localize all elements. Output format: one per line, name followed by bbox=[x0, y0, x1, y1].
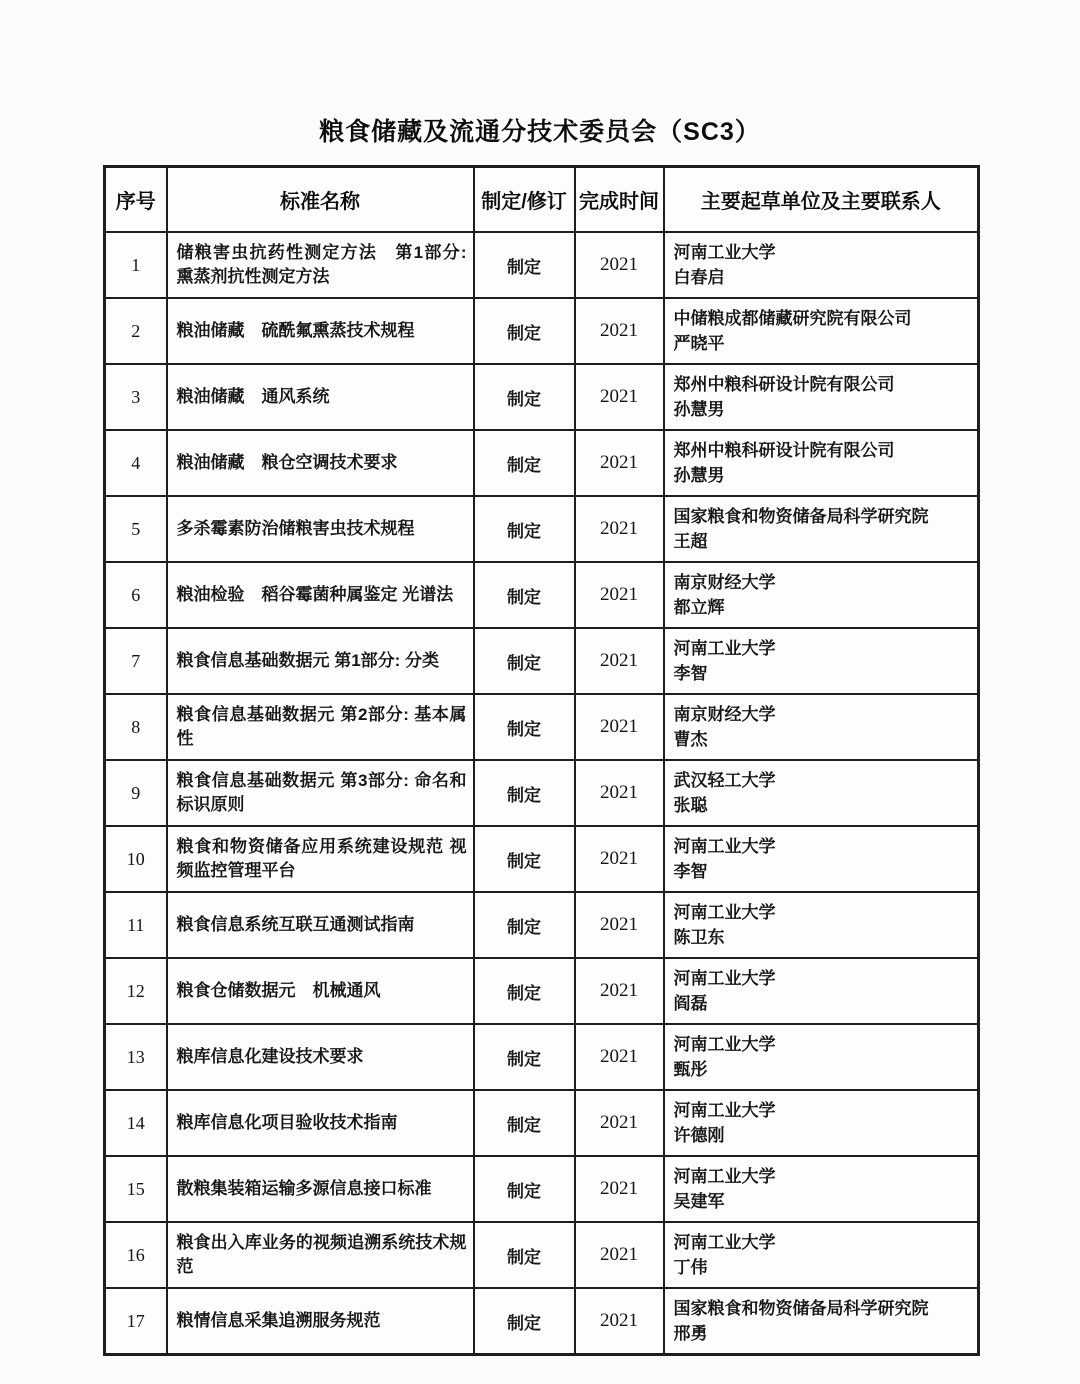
completion-year: 2021 bbox=[575, 694, 664, 760]
col-header-no: 序号 bbox=[105, 167, 167, 233]
action-type: 制定 bbox=[474, 892, 575, 958]
action-type: 制定 bbox=[474, 562, 575, 628]
completion-year: 2021 bbox=[575, 364, 664, 430]
org-name: 河南工业大学 bbox=[673, 969, 776, 988]
completion-year: 2021 bbox=[575, 958, 664, 1024]
row-number: 11 bbox=[105, 892, 167, 958]
table-row bbox=[105, 232, 979, 298]
contact-name: 李智 bbox=[673, 862, 708, 881]
org-name: 国家粮食和物资储备局科学研究院 bbox=[673, 1299, 929, 1318]
standard-name: 粮食信息系统互联互通测试指南 bbox=[167, 892, 474, 958]
contact-name: 孙慧男 bbox=[673, 466, 725, 485]
org-contact-cell bbox=[664, 364, 979, 430]
row-number: 8 bbox=[105, 694, 167, 760]
standard-name: 粮情信息采集追溯服务规范 bbox=[167, 1288, 474, 1355]
contact-name: 吴建军 bbox=[673, 1192, 725, 1211]
action-type: 制定 bbox=[474, 1288, 575, 1355]
action-type: 制定 bbox=[474, 1024, 575, 1090]
org-name: 武汉轻工大学 bbox=[673, 771, 776, 790]
org-name: 郑州中粮科研设计院有限公司 bbox=[673, 375, 895, 394]
completion-year: 2021 bbox=[575, 1090, 664, 1156]
table-row bbox=[105, 760, 979, 826]
org-contact-cell bbox=[664, 1222, 979, 1288]
standard-name: 粮油储藏 通风系统 bbox=[167, 364, 474, 430]
org-contact-cell bbox=[664, 298, 979, 364]
row-number: 4 bbox=[105, 430, 167, 496]
org-contact-cell bbox=[664, 1024, 979, 1090]
org-contact-cell bbox=[664, 628, 979, 694]
table-row bbox=[105, 1222, 979, 1288]
contact-name: 许德刚 bbox=[673, 1126, 725, 1145]
standard-name: 粮库信息化项目验收技术指南 bbox=[167, 1090, 474, 1156]
contact-name: 都立辉 bbox=[673, 598, 725, 617]
org-contact-cell bbox=[664, 232, 979, 298]
action-type: 制定 bbox=[474, 232, 575, 298]
table-row bbox=[105, 1024, 979, 1090]
org-name: 河南工业大学 bbox=[673, 837, 776, 856]
contact-name: 邢勇 bbox=[673, 1324, 708, 1343]
row-number: 5 bbox=[105, 496, 167, 562]
org-name: 南京财经大学 bbox=[673, 573, 776, 592]
org-contact-cell bbox=[664, 496, 979, 562]
contact-name: 孙慧男 bbox=[673, 400, 725, 419]
org-contact-cell bbox=[664, 694, 979, 760]
action-type: 制定 bbox=[474, 1090, 575, 1156]
table-row bbox=[105, 694, 979, 760]
completion-year: 2021 bbox=[575, 1024, 664, 1090]
org-name: 中储粮成都储藏研究院有限公司 bbox=[673, 309, 912, 328]
contact-name: 严晓平 bbox=[673, 334, 725, 353]
standard-name: 多杀霉素防治储粮害虫技术规程 bbox=[167, 496, 474, 562]
org-name: 河南工业大学 bbox=[673, 1233, 776, 1252]
contact-name: 曹杰 bbox=[673, 730, 708, 749]
contact-name: 陈卫东 bbox=[673, 928, 725, 947]
standard-name: 粮油储藏 粮仓空调技术要求 bbox=[167, 430, 474, 496]
action-type: 制定 bbox=[474, 958, 575, 1024]
completion-year: 2021 bbox=[575, 496, 664, 562]
completion-year: 2021 bbox=[575, 1156, 664, 1222]
completion-year: 2021 bbox=[575, 430, 664, 496]
org-name: 河南工业大学 bbox=[673, 1167, 776, 1186]
standard-name: 粮食和物资储备应用系统建设规范 视频监控管理平台 bbox=[167, 826, 474, 892]
standard-name: 粮食出入库业务的视频追溯系统技术规范 bbox=[167, 1222, 474, 1288]
org-contact-cell bbox=[664, 892, 979, 958]
completion-year: 2021 bbox=[575, 628, 664, 694]
standard-name: 粮食信息基础数据元 第2部分: 基本属性 bbox=[167, 694, 474, 760]
completion-year: 2021 bbox=[575, 1222, 664, 1288]
org-contact-cell bbox=[664, 826, 979, 892]
row-number: 13 bbox=[105, 1024, 167, 1090]
table-row bbox=[105, 364, 979, 430]
contact-name: 白春启 bbox=[673, 268, 725, 287]
contact-name: 王超 bbox=[673, 532, 708, 551]
standard-name: 粮食信息基础数据元 第3部分: 命名和标识原则 bbox=[167, 760, 474, 826]
org-contact-cell bbox=[664, 760, 979, 826]
standard-name: 粮食信息基础数据元 第1部分: 分类 bbox=[167, 628, 474, 694]
row-number: 12 bbox=[105, 958, 167, 1024]
col-header-org: 主要起草单位及主要联系人 bbox=[664, 167, 979, 233]
contact-name: 阎磊 bbox=[673, 994, 708, 1013]
table-row bbox=[105, 1288, 979, 1355]
row-number: 3 bbox=[105, 364, 167, 430]
table-row bbox=[105, 826, 979, 892]
table-row bbox=[105, 1090, 979, 1156]
org-name: 河南工业大学 bbox=[673, 1101, 776, 1120]
standard-name: 粮库信息化建设技术要求 bbox=[167, 1024, 474, 1090]
action-type: 制定 bbox=[474, 496, 575, 562]
table-row bbox=[105, 892, 979, 958]
contact-name: 李智 bbox=[673, 664, 708, 683]
row-number: 7 bbox=[105, 628, 167, 694]
org-name: 国家粮食和物资储备局科学研究院 bbox=[673, 507, 929, 526]
action-type: 制定 bbox=[474, 760, 575, 826]
org-contact-cell bbox=[664, 1288, 979, 1355]
page-title: 粮食储藏及流通分技术委员会（SC3） bbox=[319, 118, 761, 146]
org-contact-cell bbox=[664, 430, 979, 496]
org-contact-cell bbox=[664, 958, 979, 1024]
completion-year: 2021 bbox=[575, 232, 664, 298]
action-type: 制定 bbox=[474, 694, 575, 760]
completion-year: 2021 bbox=[575, 826, 664, 892]
row-number: 16 bbox=[105, 1222, 167, 1288]
org-name: 郑州中粮科研设计院有限公司 bbox=[673, 441, 895, 460]
col-header-action: 制定/修订 bbox=[474, 167, 575, 233]
contact-name: 甄彤 bbox=[673, 1060, 708, 1079]
org-name: 河南工业大学 bbox=[673, 903, 776, 922]
action-type: 制定 bbox=[474, 628, 575, 694]
completion-year: 2021 bbox=[575, 760, 664, 826]
standards-table bbox=[103, 165, 980, 1356]
org-name: 南京财经大学 bbox=[673, 705, 776, 724]
contact-name: 丁伟 bbox=[673, 1258, 708, 1277]
completion-year: 2021 bbox=[575, 1288, 664, 1355]
standard-name: 粮油储藏 硫酰氟熏蒸技术规程 bbox=[167, 298, 474, 364]
col-header-time: 完成时间 bbox=[575, 167, 664, 233]
table-row bbox=[105, 562, 979, 628]
table-row bbox=[105, 298, 979, 364]
row-number: 15 bbox=[105, 1156, 167, 1222]
org-contact-cell bbox=[664, 1156, 979, 1222]
org-name: 河南工业大学 bbox=[673, 243, 776, 262]
row-number: 6 bbox=[105, 562, 167, 628]
table-row bbox=[105, 958, 979, 1024]
standard-name: 粮油检验 稻谷霉菌种属鉴定 光谱法 bbox=[167, 562, 474, 628]
completion-year: 2021 bbox=[575, 562, 664, 628]
org-name: 河南工业大学 bbox=[673, 639, 776, 658]
row-number: 10 bbox=[105, 826, 167, 892]
action-type: 制定 bbox=[474, 364, 575, 430]
org-contact-cell bbox=[664, 1090, 979, 1156]
action-type: 制定 bbox=[474, 1156, 575, 1222]
col-header-name: 标准名称 bbox=[167, 167, 474, 233]
contact-name: 张聪 bbox=[673, 796, 708, 815]
action-type: 制定 bbox=[474, 430, 575, 496]
standard-name: 散粮集装箱运输多源信息接口标准 bbox=[167, 1156, 474, 1222]
table-header-row bbox=[105, 167, 979, 233]
action-type: 制定 bbox=[474, 298, 575, 364]
org-contact-cell bbox=[664, 562, 979, 628]
standard-name: 粮食仓储数据元 机械通风 bbox=[167, 958, 474, 1024]
row-number: 1 bbox=[105, 232, 167, 298]
table-row bbox=[105, 430, 979, 496]
table-row bbox=[105, 1156, 979, 1222]
table-row bbox=[105, 496, 979, 562]
table-row bbox=[105, 628, 979, 694]
completion-year: 2021 bbox=[575, 892, 664, 958]
action-type: 制定 bbox=[474, 1222, 575, 1288]
standard-name: 储粮害虫抗药性测定方法 第1部分: 熏蒸剂抗性测定方法 bbox=[167, 232, 474, 298]
completion-year: 2021 bbox=[575, 298, 664, 364]
row-number: 17 bbox=[105, 1288, 167, 1355]
action-type: 制定 bbox=[474, 826, 575, 892]
org-name: 河南工业大学 bbox=[673, 1035, 776, 1054]
row-number: 9 bbox=[105, 760, 167, 826]
row-number: 2 bbox=[105, 298, 167, 364]
row-number: 14 bbox=[105, 1090, 167, 1156]
